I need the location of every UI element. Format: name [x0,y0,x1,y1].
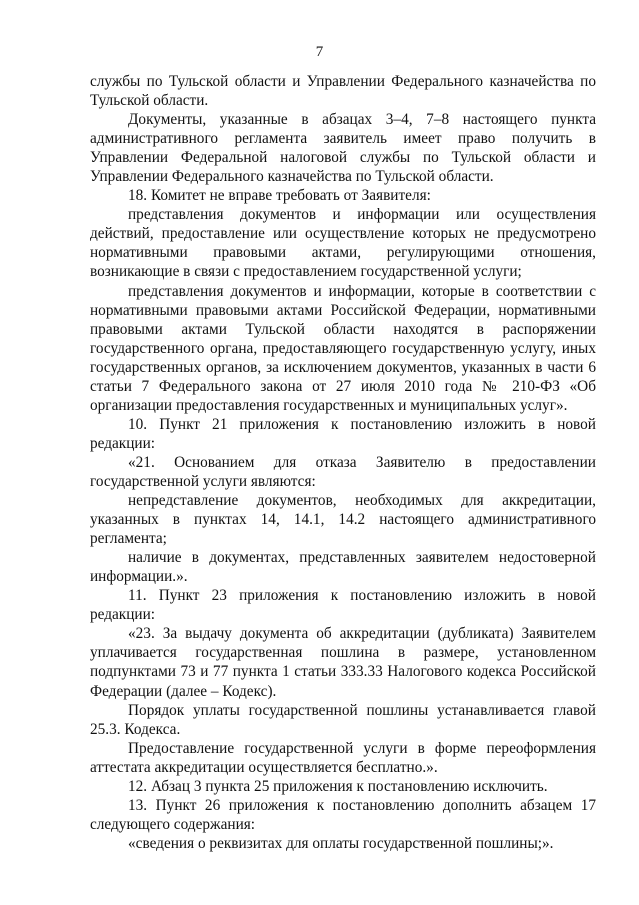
paragraph-10: 11. Пункт 23 приложения к постановлению изложить в новой редакции: [90,587,596,624]
document-body [90,72,596,853]
paragraph-8: непредставление документов, необходимых для аккредитации, указанных в пунктах 14, 14.1, 14.2 настоящего административного регламента; [90,492,596,548]
paragraph-15: 13. Пункт 26 приложения к постановлению дополнить абзацем 17 следующего содержания: [90,796,596,833]
paragraph-11: «23. За выдачу документа об аккредитации (дубликата) Заявителем уплачивается государственная пошлина в размере, установленном подпунктами 73 и 77 пункта 1 статьи 333.33 Налогового кодекса Российской Федерации (далее – Кодекс). [90,625,596,700]
paragraph-1: службы по Тульской области и Управлении Федерального казначейства по Тульской области. [90,73,596,110]
paragraph-5: представления документов и информации, которые в соответствии с нормативными правовыми актами Российской Федерации, нормативными правовыми актами Тульской области находятся в распоряжении государственного органа, предоставляющего государственную услугу, иных государственных органов, за исключением документов, указанных в части 6 статьи 7 Федерального закона от 27 июля 2010 года № 210-ФЗ «Об организации предоставления государственных и муниципальных услуг». [90,282,596,414]
paragraph-7: «21. Основанием для отказа Заявителю в предоставлении государственной услуги являются: [90,453,596,490]
paragraph-3: 18. Комитет не вправе требовать от Заявителя: [128,187,431,205]
paragraph-6: 10. Пункт 21 приложения к постановлению изложить в новой редакции: [90,415,596,452]
paragraph-9: наличие в документах, представленных заявителем недостоверной информации.». [90,549,596,586]
paragraph-12: Порядок уплаты государственной пошлины устанавливается главой 25.3. Кодекса. [90,701,596,738]
paragraph-16: «сведения о реквизитах для оплаты государственной пошлины;». [128,834,554,852]
page-number: 7 [315,44,324,60]
paragraph-2: Документы, указанные в абзацах 3–4, 7–8 настоящего пункта административного регламента заявитель имеет право получить в Управлении Федеральной налоговой службы по Тульской области и Управлении Федерального казначейства по Тульской области. [90,111,596,186]
paragraph-4: представления документов и информации или осуществления действий, предоставление или осуществление которых не предусмотрено нормативными правовыми актами, регулирующими отношения, возникающие в связи с предоставлением государственной услуги; [90,206,596,281]
paragraph-13: Предоставление государственной услуги в форме переоформления аттестата аккредитации осуществляется бесплатно.». [90,739,596,776]
paragraph-14: 12. Абзац 3 пункта 25 приложения к постановлению исключить. [128,777,548,795]
